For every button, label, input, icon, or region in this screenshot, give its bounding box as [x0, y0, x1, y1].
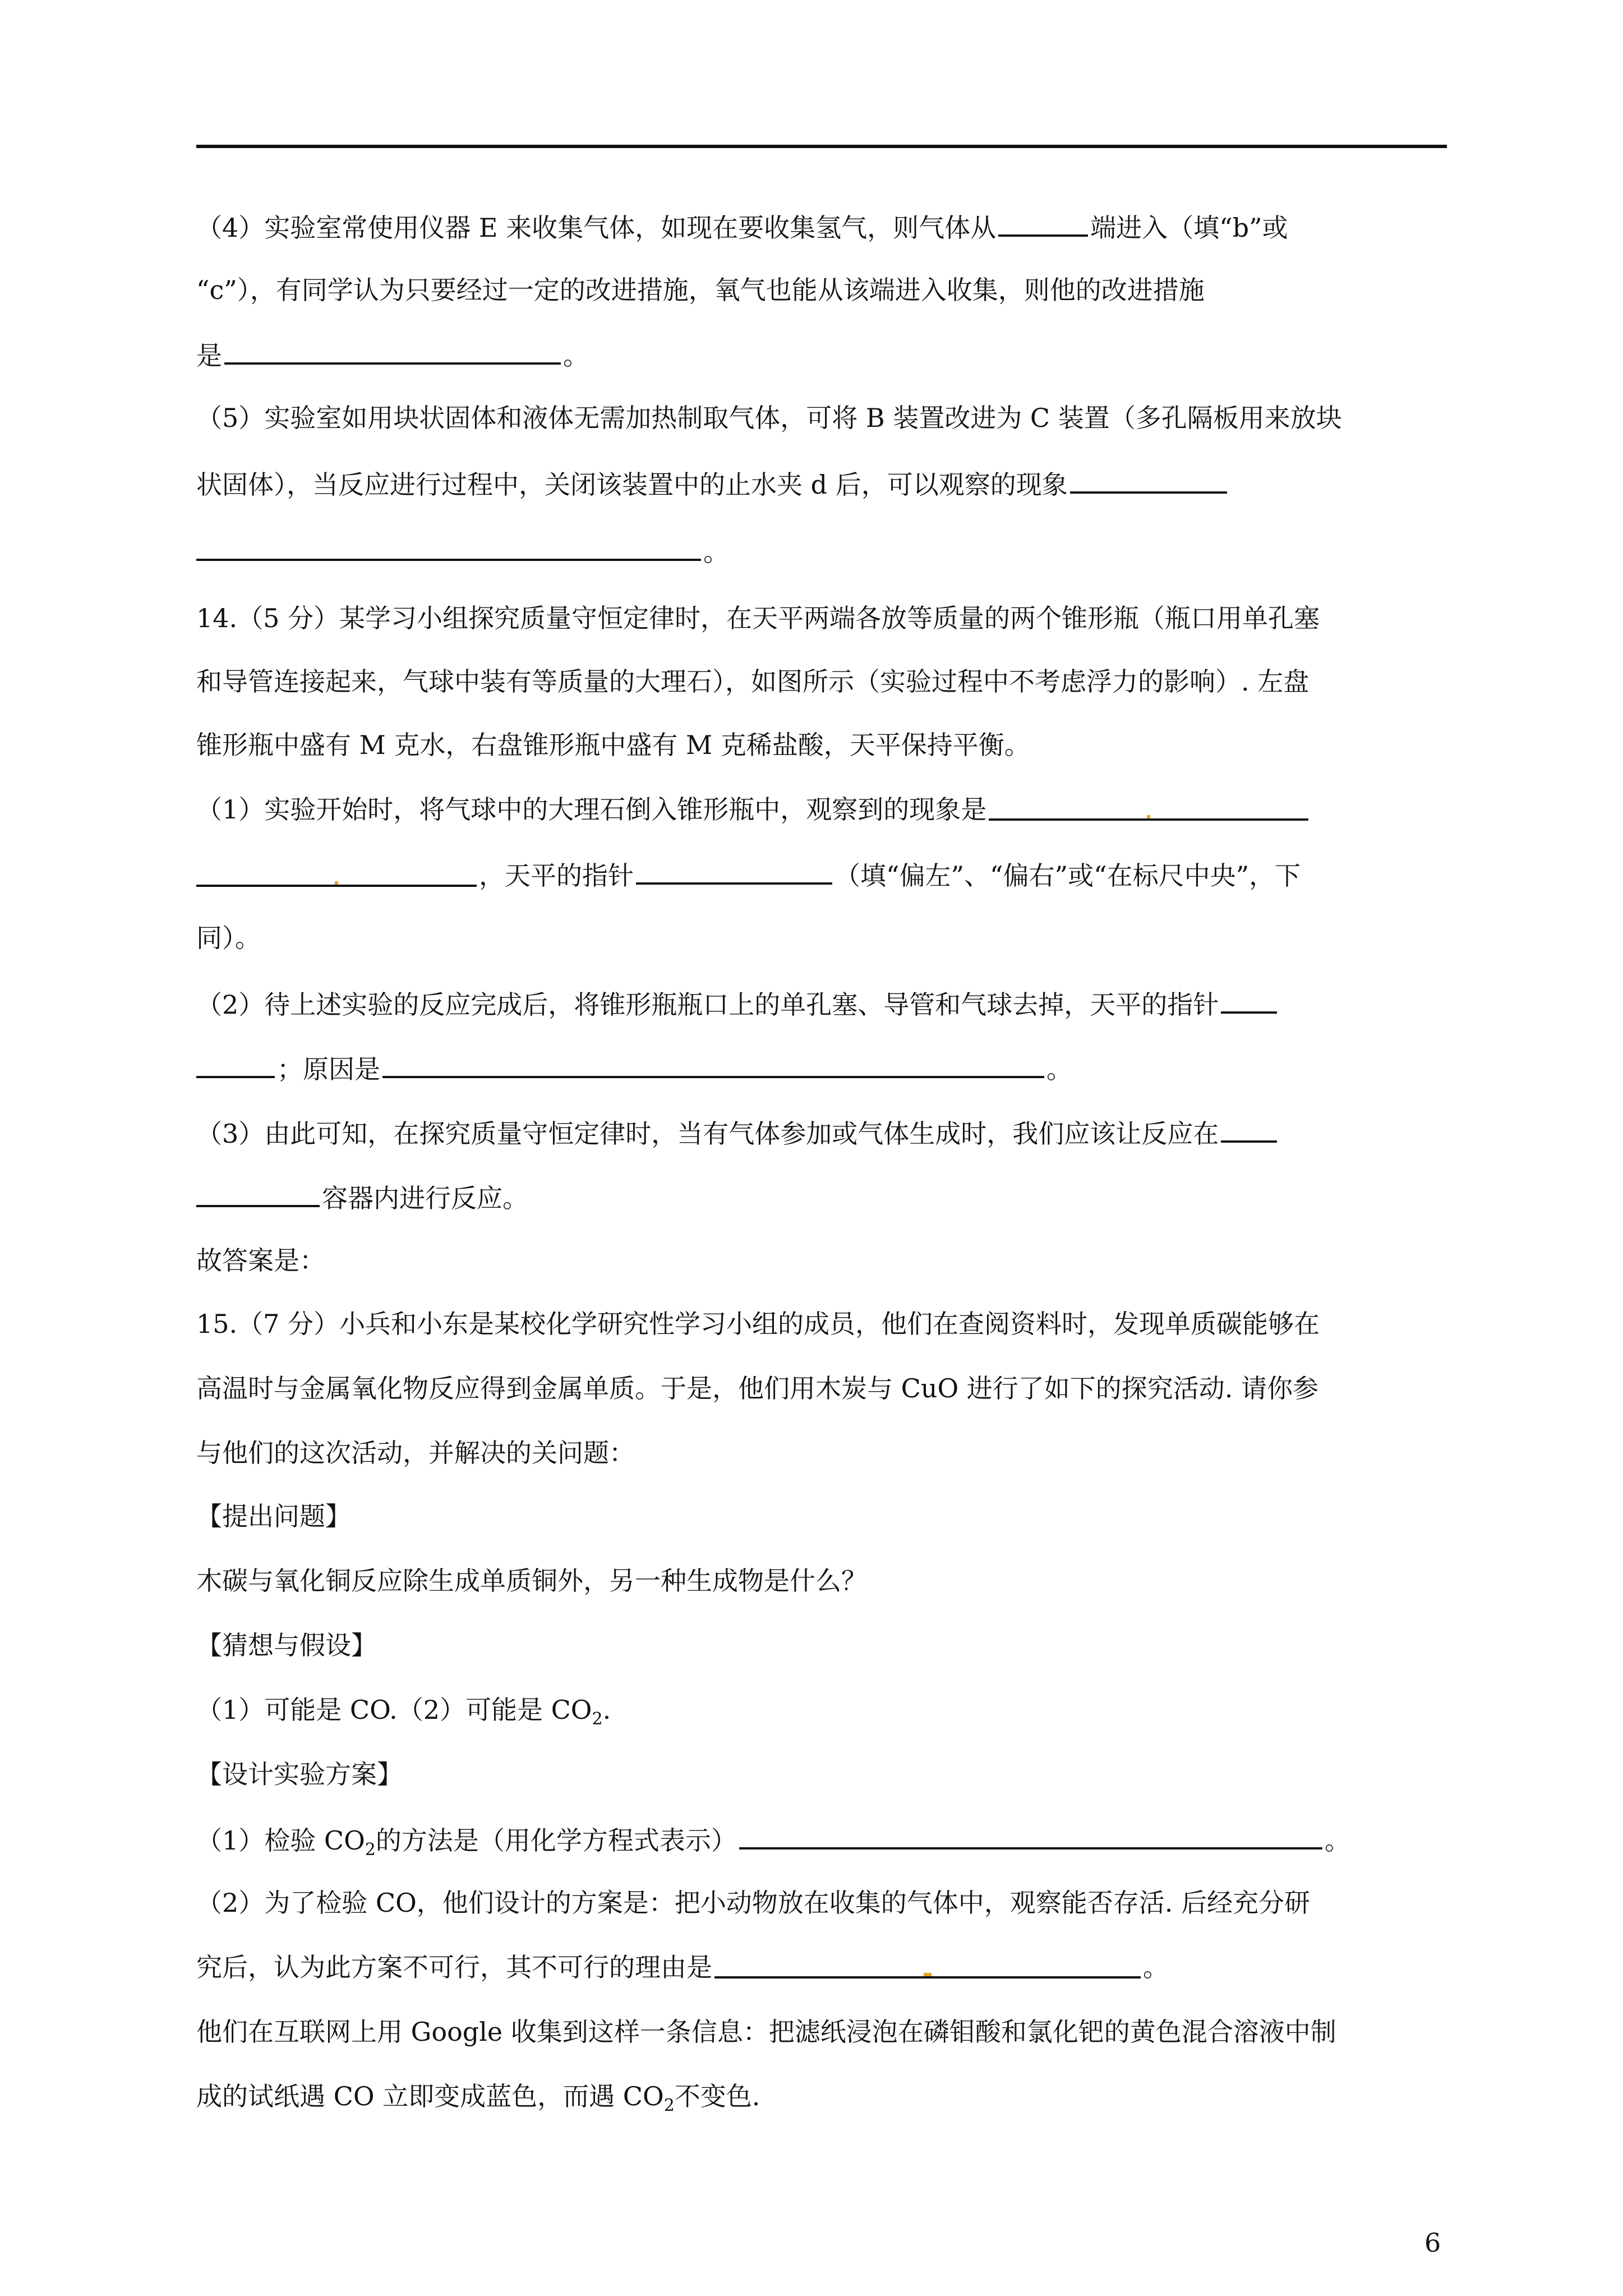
line-text: 14.（5 分）某学习小组探究质量守恒定律时，在天平两端各放等质量的两个锥形瓶（瓶口用单孔塞	[196, 603, 1320, 633]
line-text: 不变色.	[674, 2081, 760, 2111]
line-text: ，天平的指针	[479, 861, 634, 891]
text-line	[196, 1115, 1279, 1151]
text-line	[196, 1436, 635, 1470]
line-text: 容器内进行反应。	[322, 1183, 528, 1213]
text-line	[196, 1179, 528, 1215]
text-line	[196, 986, 1279, 1022]
text-line	[196, 533, 729, 569]
answer-blank	[1070, 466, 1227, 494]
line-text: 与他们的这次活动，并解决的关问题：	[196, 1438, 635, 1468]
text-line	[196, 2015, 1336, 2049]
answer-blank	[739, 1821, 1322, 1849]
line-text: .	[602, 1695, 611, 1725]
text-line	[196, 665, 1309, 698]
line-text: 的方法是（用化学方程式表示）	[375, 1825, 737, 1856]
text-line	[196, 1821, 1350, 1860]
line-text: 。	[1046, 1054, 1072, 1084]
text-line	[196, 601, 1320, 635]
line-text: 【设计实验方案】	[196, 1759, 403, 1789]
line-text: “c”），有同学认为只要经过一定的改进措施，氧气也能从该端进入收集，则他的改进措施	[196, 275, 1205, 305]
answer-blank	[1221, 1115, 1277, 1143]
line-text: 他们在互联网上用 Google 收集到这样一条信息：把滤纸浸泡在磷钼酸和氯化钯的黄色混合溶液中制	[196, 2017, 1336, 2047]
line-text: 状固体），当反应进行过程中，关闭该装置中的止水夹 d 后，可以观察的现象	[196, 470, 1068, 500]
line-text: （1）实验开始时，将气球中的大理石倒入锥形瓶中，观察到的现象是	[196, 794, 987, 825]
text-line	[196, 1693, 611, 1727]
line-text: 锥形瓶中盛有 M 克水，右盘锥形瓶中盛有 M 克稀盐酸，天平保持平衡。	[196, 730, 1030, 760]
answer-blank	[382, 1050, 1044, 1078]
text-line	[196, 1372, 1318, 1405]
section-heading	[196, 1499, 351, 1533]
section-heading	[196, 1757, 403, 1791]
stray-mark	[924, 1973, 932, 1976]
text-line	[196, 1050, 1072, 1086]
section-heading	[196, 1628, 377, 1662]
answer-blank	[196, 1179, 320, 1207]
line-text: （1）检验 CO	[196, 1825, 365, 1856]
stray-mark	[335, 881, 338, 885]
line-text: 。	[563, 341, 589, 371]
line-text: （3）由此可知，在探究质量守恒定律时，当有气体参加或气体生成时，我们应该让反应在	[196, 1119, 1219, 1149]
text-line	[196, 857, 1301, 892]
line-text: 同）。	[196, 923, 261, 953]
line-text: 。	[1324, 1825, 1350, 1856]
answer-blank	[224, 337, 561, 365]
line-text: （2）待上述实验的反应完成后，将锥形瓶瓶口上的单孔塞、导管和气球去掉，天平的指针	[196, 990, 1219, 1020]
text-line	[196, 1244, 325, 1277]
line-text: 端进入（填“b”或	[1090, 213, 1288, 243]
line-text: 究后，认为此方案不可行，其不可行的理由是	[196, 1952, 712, 1982]
line-text: 。	[1143, 1952, 1169, 1982]
answer-blank	[989, 793, 1308, 821]
line-text: （4）实验室常使用仪器 E 来收集气体，如现在要收集氢气，则气体从	[196, 213, 997, 243]
header-rule	[196, 145, 1447, 148]
answer-blank	[1221, 986, 1277, 1014]
subscript: 2	[592, 1709, 603, 1729]
answer-blank	[196, 533, 701, 561]
answer-blank	[998, 209, 1088, 237]
text-line	[196, 1886, 1310, 1920]
text-line	[196, 2079, 760, 2116]
line-text: 15.（7 分）小兵和小东是某校化学研究性学习小组的成员，他们在查阅资料时，发现单质碳能够在	[196, 1309, 1320, 1339]
page-number: 6	[1424, 2228, 1441, 2258]
line-text: 故答案是：	[196, 1245, 325, 1276]
line-text: 【猜想与假设】	[196, 1630, 377, 1660]
line-text: 。	[703, 537, 729, 567]
text-line	[196, 401, 1342, 435]
text-line	[196, 921, 261, 955]
text-line	[196, 209, 1288, 245]
line-text: 高温时与金属氧化物反应得到金属单质。于是，他们用木炭与 CuO 进行了如下的探究活动. 请你参	[196, 1373, 1319, 1404]
line-text: （填“偏左”、“偏右”或“在标尺中央”，下	[834, 861, 1301, 891]
subscript: 2	[663, 2096, 675, 2116]
line-text: ；原因是	[277, 1054, 380, 1084]
line-text: 成的试纸遇 CO 立即变成蓝色，而遇 CO	[196, 2081, 664, 2111]
line-text: 【提出问题】	[196, 1501, 351, 1531]
answer-blank	[714, 1950, 1141, 1978]
subscript: 2	[365, 1840, 376, 1860]
line-text: 和导管连接起来，气球中装有等质量的大理石），如图所示（实验过程中不考虑浮力的影响）. 左盘	[196, 666, 1310, 697]
text-line	[196, 466, 1229, 501]
text-line	[196, 793, 1311, 826]
text-line	[196, 337, 589, 372]
text-line	[196, 273, 1205, 307]
text-line	[196, 1307, 1320, 1341]
answer-blank	[636, 857, 832, 885]
answer-blank	[196, 1050, 275, 1078]
text-line	[196, 1950, 1169, 1984]
stray-mark	[1147, 815, 1150, 818]
line-text: （2）为了检验 CO，他们设计的方案是：把小动物放在收集的气体中，观察能否存活. 后经充分研	[196, 1888, 1311, 1918]
text-line	[196, 728, 1030, 762]
line-text: （1）可能是 CO.（2）可能是 CO	[196, 1695, 592, 1725]
line-text: （5）实验室如用块状固体和液体无需加热制取气体，可将 B 装置改进为 C 装置（多孔隔板用来放块	[196, 403, 1342, 433]
answer-blank	[196, 859, 477, 887]
line-text: 是	[196, 341, 222, 371]
line-text: 木碳与氧化铜反应除生成单质铜外，另一种生成物是什么？	[196, 1566, 867, 1596]
text-line	[196, 1564, 867, 1598]
